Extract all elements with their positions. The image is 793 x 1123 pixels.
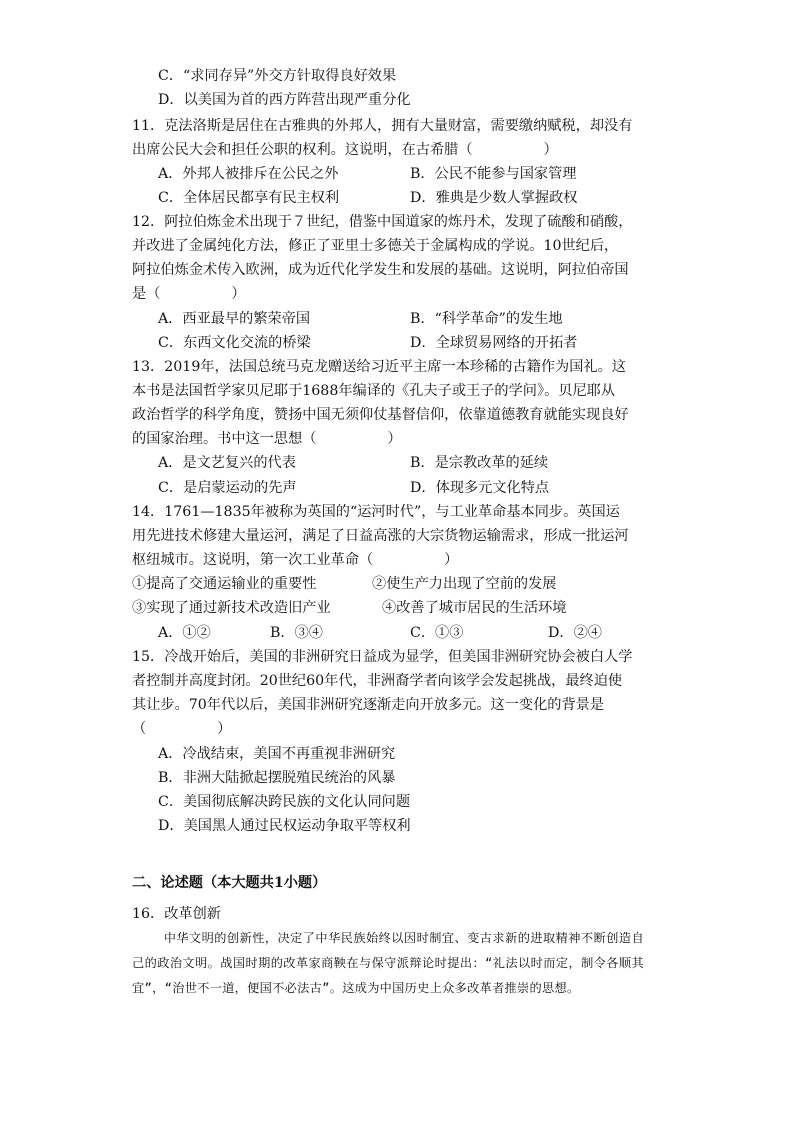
q13-option-d: D．体现多元文化特点: [410, 480, 550, 496]
q16-material-text: 中华文明的创新性，决定了中华民族始终以因时制宜、变古求新的进取精神不断创造自己的政治文明。战国时期的改革家商鞅在与保守派辩论时提出：“礼法以时而定，制令各顺其宜”，“治世不一道，便国不必法古”。这成为中国历史上众多改革者推崇的思想。: [132, 931, 644, 995]
q13-stem-line-3: 政治哲学的科学角度，赞扬中国无须仰仗基督信仰，依靠道德教育就能实现良好: [132, 407, 629, 423]
q10-option-c: C．“求同存异”外交方针取得良好效果: [158, 68, 397, 84]
q12-option-c: C．东西文化交流的桥梁: [158, 335, 311, 351]
q14-item-2: ②使生产力出现了空前的发展: [372, 576, 557, 592]
q14-option-c: C．①③: [410, 625, 464, 641]
q15-stem-line-3: 其让步。70年代以后，美国非洲研究逐渐走向开放多元。这一变化的背景是: [132, 697, 605, 713]
q15-stem-line-1: 15．冷战开始后，美国的非洲研究日益成为显学，但美国非洲研究协会被白人学: [132, 649, 633, 665]
q14-item-1: ①提高了交通运输业的重要性: [132, 576, 317, 592]
q14-items-row-2: [132, 598, 652, 618]
q13-option-b: B．是宗教改革的延续: [410, 455, 549, 471]
q13-options-row-2: [158, 478, 618, 498]
q11-option-b: B．公民不能参与国家管理: [410, 166, 577, 182]
q14-options-row: [158, 623, 638, 643]
q11-stem-line-2: 出席公民大会和担任公职的权利。这说明，在古希腊（ ）: [132, 142, 558, 158]
q11-option-d: D．雅典是少数人掌握政权: [410, 190, 578, 206]
q11-options-row-2: [158, 188, 618, 208]
q14-option-d: D．②④: [548, 625, 602, 641]
q10-option-d: D．以美国为首的西方阵营出现严重分化: [158, 92, 411, 108]
q16-title: 16．改革创新: [132, 906, 221, 922]
q14-item-3: ③实现了通过新技术改造旧产业: [132, 600, 331, 616]
q12-stem-line-2: 并改进了金属纯化方法，修正了亚里士多德关于金属构成的学说。10世纪后，: [132, 238, 619, 254]
q14-stem-line-3: 枢纽城市。这说明，第一次工业革命（ ）: [132, 552, 459, 568]
q11-options-row-1: [158, 164, 618, 184]
q12-stem-line-3: 阿拉伯炼金术传入欧洲，成为近代化学发生和发展的基础。这说明，阿拉伯帝国: [132, 262, 629, 278]
q15-option-c: C．美国彻底解决跨民族的文化认同问题: [158, 794, 411, 810]
q14-item-4: ④改善了城市居民的生活环境: [382, 600, 567, 616]
q12-options-row-1: [158, 309, 618, 329]
q12-option-b: B．“科学革命”的发生地: [410, 311, 563, 327]
q13-stem-line-2: 本书是法国哲学家贝尼耶于1688年编译的《孔夫子或王子的学问》。贝尼耶从: [132, 383, 616, 399]
q14-option-a: A．①②: [158, 625, 211, 641]
q15-option-b: B．非洲大陆掀起摆脱殖民统治的风暴: [158, 770, 396, 786]
q15-option-a: A．冷战结束，美国不再重视非洲研究: [158, 746, 396, 762]
q12-stem-line-4: 是（ ）: [132, 286, 246, 302]
q11-option-c: C．全体居民都享有民主权利: [158, 190, 340, 206]
q11-stem-line-1: 11．克法洛斯是居住在古雅典的外邦人，拥有大量财富，需要缴纳赋税，却没有: [132, 118, 633, 134]
q13-stem-line-4: 的国家治理。书中这一思想（ ）: [132, 431, 402, 447]
section-2-heading: 二、论述题（本大题共1小题）: [132, 875, 327, 891]
q12-option-d: D．全球贸易网络的开拓者: [410, 335, 578, 351]
q14-option-b: B．③④: [270, 625, 323, 641]
q13-option-a: A．是文艺复兴的代表: [158, 455, 296, 471]
q15-stem-line-4: （ ）: [132, 721, 232, 737]
q14-stem-line-2: 用先进技术修建大量运河，满足了日益高涨的大宗货物运输需求，形成一批运河: [132, 528, 629, 544]
q13-stem-line-1: 13．2019年，法国总统马克龙赠送给习近平主席一本珍稀的古籍作为国礼。这: [132, 359, 626, 375]
q14-stem-line-1: 14．1761—1835年被称为英国的“运河时代”，与工业革命基本同步。英国运: [132, 504, 620, 520]
q14-items-row-1: [132, 574, 652, 594]
q13-options-row-1: [158, 453, 618, 473]
q12-stem-line-1: 12．阿拉伯炼金术出现于７世纪，借鉴中国道家的炼丹术，发现了硫酸和硝酸，: [132, 214, 633, 230]
q12-options-row-2: [158, 333, 618, 353]
q15-stem-line-2: 者控制并高度封闭。20世纪60年代，非洲裔学者向该学会发起挑战，最终迫使: [132, 673, 623, 689]
q15-option-d: D．美国黑人通过民权运动争取平等权利: [158, 818, 411, 834]
q11-option-a: A．外邦人被排斥在公民之外: [158, 166, 339, 182]
q13-option-c: C．是启蒙运动的先声: [158, 480, 297, 496]
q12-option-a: A．西亚最早的繁荣帝国: [158, 311, 311, 327]
